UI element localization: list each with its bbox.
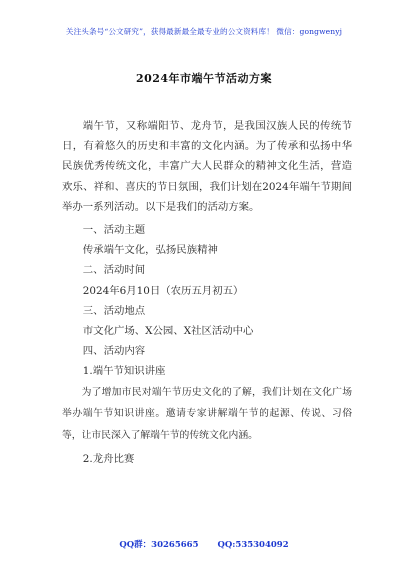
footer-contact (0, 538, 408, 550)
section-heading: 一、活动主题 (82, 224, 146, 237)
section-heading: 四、活动内容 (82, 345, 146, 358)
header-banner: 关注头条号“公文研究”，获得最新最全最专业的公文资料库！ 微信：gongwenyj (65, 27, 343, 36)
intro-paragraph: 端午节，又称端阳节、龙舟节，是我国汉族人民的传统节日，有着悠久的历史和丰富的文化内涵。为了传承和弘扬中华民族优秀传统文化，丰富广大人民群众的精神文化生活，营造欢乐、祥和、喜庆的节日氛围，我们计划在2024年端午节期间举办一系列活动。以下是我们的活动方案。 (62, 120, 352, 213)
document-body (62, 116, 352, 469)
section-heading: 二、活动时间 (82, 264, 146, 277)
footer-qq: QQ:535304092 (217, 540, 289, 550)
item-heading: 2.龙舟比赛 (82, 453, 135, 466)
section-body: 市文化广场、X公园、X社区活动中心 (82, 325, 254, 338)
section-heading: 三、活动地点 (82, 304, 146, 317)
section-body: 传承端午文化，弘扬民族精神 (82, 244, 218, 257)
footer-qq-group: QQ群：30265665 (119, 540, 199, 550)
section-body: 2024年6月10日（农历五月初五） (82, 284, 244, 297)
document-title: 2024年市端午节活动方案 (135, 72, 273, 85)
item-heading: 1.端午节知识讲座 (82, 365, 166, 378)
item-body: 为了增加市民对端午节历史文化的了解，我们计划在文化广场举办端午节知识讲座。邀请专家讲解端午节的起源、传说、习俗等，让市民深入了解端午节的传统文化内涵。 (62, 386, 352, 441)
